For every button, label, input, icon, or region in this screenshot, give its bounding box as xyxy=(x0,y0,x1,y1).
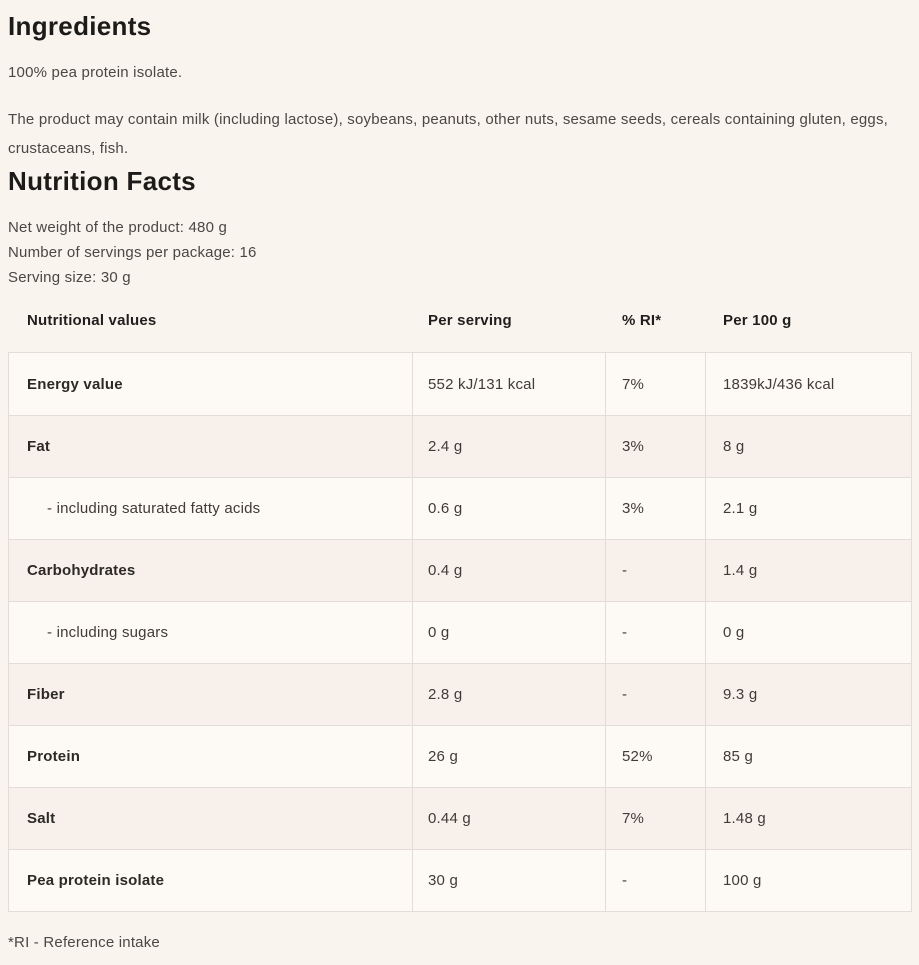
row-label: Energy value xyxy=(27,375,123,393)
row-per-100g: 100 g xyxy=(723,872,762,889)
row-per-serving: 30 g xyxy=(428,872,458,889)
nutrition-table-row xyxy=(9,477,911,539)
serving-size-text: Serving size: 30 g xyxy=(8,269,131,286)
nutrition-table-row xyxy=(9,601,911,663)
header-nutritional-values: Nutritional values xyxy=(27,311,157,329)
nutrition-table-row xyxy=(9,725,911,787)
header-ri-percent: % RI* xyxy=(622,311,662,329)
row-ri-percent: 3% xyxy=(622,500,645,517)
row-per-100g: 0 g xyxy=(723,624,745,641)
row-ri-percent: 3% xyxy=(622,438,645,455)
row-per-serving: 0.6 g xyxy=(428,500,463,517)
reference-intake-footnote: *RI - Reference intake xyxy=(8,934,160,951)
ingredients-heading: Ingredients xyxy=(8,11,152,41)
row-label: - including saturated fatty acids xyxy=(47,500,261,517)
row-per-serving: 0.44 g xyxy=(428,810,471,827)
header-per-serving: Per serving xyxy=(428,311,512,329)
row-per-100g: 1.48 g xyxy=(723,810,766,827)
row-per-100g: 1839kJ/436 kcal xyxy=(723,375,835,393)
nutrition-facts-heading: Nutrition Facts xyxy=(8,166,196,196)
row-per-serving: 2.8 g xyxy=(428,686,463,703)
servings-count-text: Number of servings per package: 16 xyxy=(8,244,257,261)
row-ri-percent: - xyxy=(622,686,628,703)
ingredients-composition-text: 100% pea protein isolate. xyxy=(8,64,183,81)
row-per-100g: 9.3 g xyxy=(723,686,758,703)
row-label: Protein xyxy=(27,748,81,765)
row-label: Fat xyxy=(27,438,51,455)
row-per-100g: 1.4 g xyxy=(723,562,758,579)
nutrition-table-body xyxy=(8,352,912,912)
nutrition-table-row xyxy=(9,787,911,849)
row-ri-percent: 7% xyxy=(622,810,645,827)
nutrition-table-row xyxy=(9,539,911,601)
row-per-100g: 2.1 g xyxy=(723,500,758,517)
row-ri-percent: - xyxy=(622,872,628,889)
row-per-serving: 2.4 g xyxy=(428,438,463,455)
row-per-100g: 8 g xyxy=(723,438,745,455)
product-details-page xyxy=(0,10,919,953)
net-weight-text: Net weight of the product: 480 g xyxy=(8,219,228,236)
row-per-serving: 0 g xyxy=(428,624,450,641)
row-label: Carbohydrates xyxy=(27,562,136,579)
row-per-serving: 552 kJ/131 kcal xyxy=(428,375,536,393)
nutrition-table-row xyxy=(9,353,911,415)
allergen-warning-text: The product may contain milk (including lactose), soybeans, peanuts, other nuts, sesame seeds, cereals containing gluten, eggs, crustaceans, fish. xyxy=(8,111,889,157)
row-label: Pea protein isolate xyxy=(27,872,165,889)
row-label: - including sugars xyxy=(47,624,169,641)
row-per-100g: 85 g xyxy=(723,748,753,765)
row-per-serving: 0.4 g xyxy=(428,562,463,579)
header-per-100g: Per 100 g xyxy=(723,311,792,329)
row-per-serving: 26 g xyxy=(428,748,458,765)
nutrition-table-row xyxy=(9,849,911,911)
nutrition-meta xyxy=(8,215,912,290)
row-label: Salt xyxy=(27,810,56,827)
nutrition-table-header xyxy=(8,310,912,330)
row-ri-percent: - xyxy=(622,624,628,641)
row-ri-percent: 52% xyxy=(622,748,653,765)
nutrition-table-row xyxy=(9,663,911,725)
row-label: Fiber xyxy=(27,686,65,703)
row-ri-percent: - xyxy=(622,562,628,579)
nutrition-table-row xyxy=(9,415,911,477)
row-ri-percent: 7% xyxy=(622,375,645,393)
